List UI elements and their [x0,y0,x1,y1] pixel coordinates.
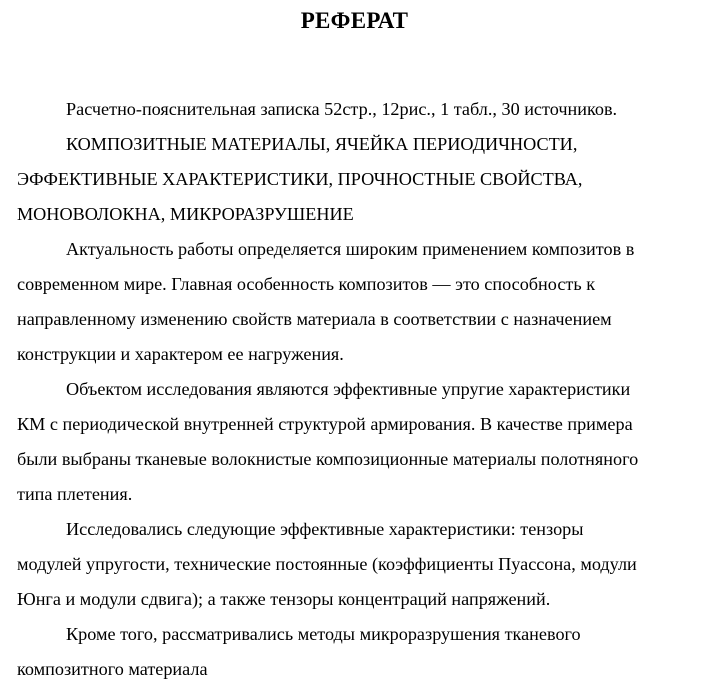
document-title: РЕФЕРАТ [300,8,409,33]
keywords-line: МОНОВОЛОКНА, МИКРОРАЗРУШЕНИЕ [17,204,354,224]
paragraph-line: типа плетения. [17,484,133,504]
paragraph-line: конструкции и характером ее нагружения. [17,344,344,364]
summary-line: Расчетно-пояснительная записка 52стр., 12рис., 1 табл., 30 источников. [66,99,618,119]
paragraph-line: Объектом исследования являются эффективные упругие характеристики [66,379,631,399]
paragraph-line: КМ с периодической внутренней структурой армирования. В качестве примера [17,414,633,434]
paragraph-line: Юнга и модули сдвига); а также тензоры концентраций напряжений. [17,589,551,609]
paragraph-line: были выбраны тканевые волокнистые композиционные материалы полотняного [17,449,639,469]
paragraph-line: Кроме того, рассматривались методы микроразрушения тканевого [66,624,581,644]
keywords-line: ЭФФЕКТИВНЫЕ ХАРАКТЕРИСТИКИ, ПРОЧНОСТНЫЕ СВОЙСТВА, [17,169,583,189]
paragraph-line: модулей упругости, технические постоянные (коэффициенты Пуассона, модули [17,554,637,574]
paragraph-line: Актуальность работы определяется широким применением композитов в [66,239,635,259]
paragraph-line: современном мире. Главная особенность композитов — это способность к [17,274,596,294]
paragraph-line: направленному изменению свойств материала в соответствии с назначением [17,309,612,329]
keywords-line: КОМПОЗИТНЫЕ МАТЕРИАЛЫ, ЯЧЕЙКА ПЕРИОДИЧНОСТИ, [66,134,578,154]
paragraph-line: композитного материала [17,659,208,679]
paragraph-line: Исследовались следующие эффективные характеристики: тензоры [66,519,584,539]
